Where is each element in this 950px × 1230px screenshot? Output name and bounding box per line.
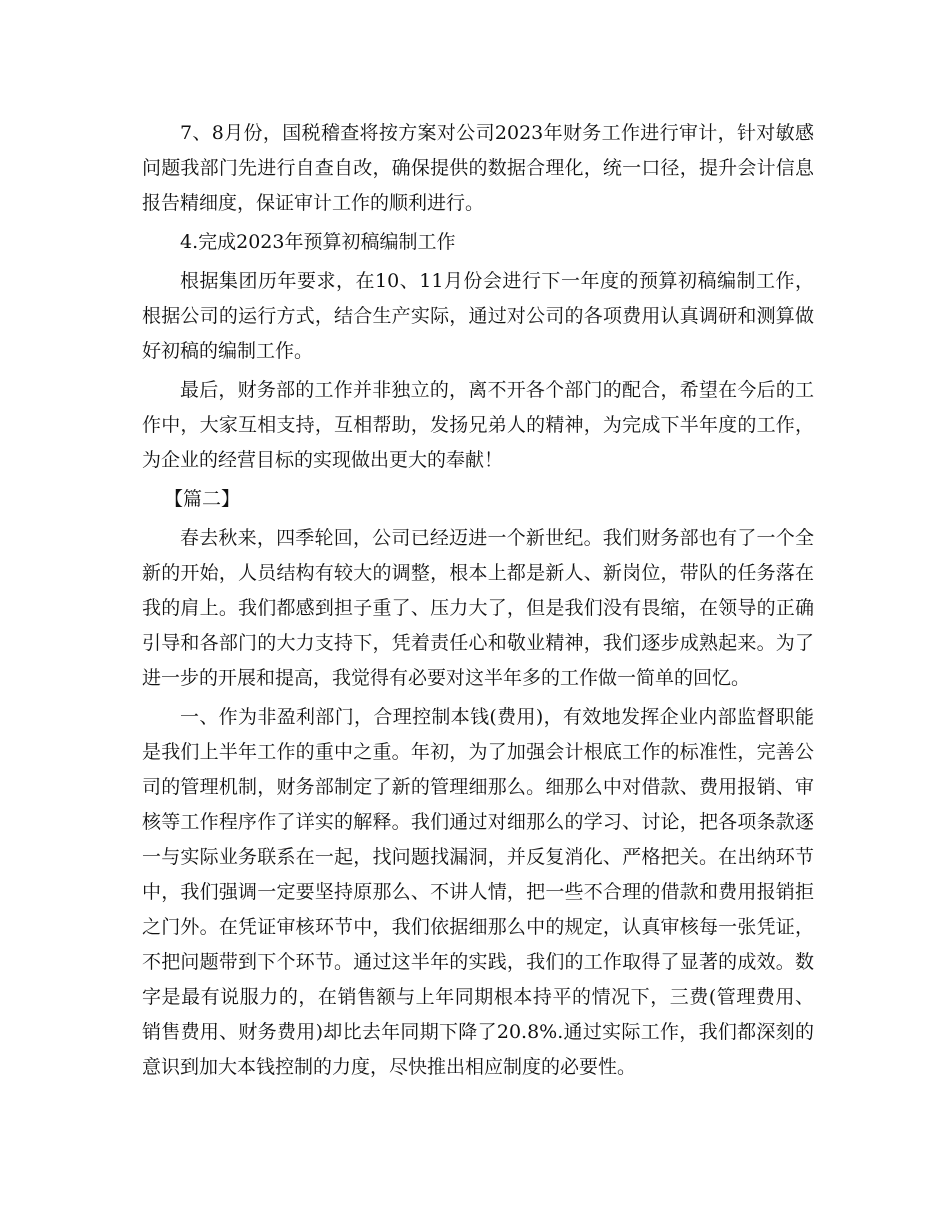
section-marker-part-two: 【篇二】 — [164, 488, 241, 510]
paragraph-conclusion: 最后，财务部的工作并非独立的，离不开各个部门的配合，希望在今后的工作中，大家互相支持，互相帮助，发扬兄弟人的精神，为完成下半年度的工作，为企业的经营目标的实现做出更大的奉献！ — [142, 379, 814, 471]
paragraph-audit: 7、8月份，国税稽查将按方案对公司2023年财务工作进行审计，针对敏感问题我部门先进行自查自改，确保提供的数据合理化，统一口径，提升会计信息报告精细度，保证审计工作的顺利进行。 — [142, 122, 814, 214]
section-heading-budget: 4.完成2023年预算初稿编制工作 — [180, 231, 456, 253]
paragraph-intro-part-two: 春去秋来，四季轮回，公司已经迈进一个新世纪。我们财务部也有了一个全新的开始，人员结构有较大的调整，根本上都是新人、新岗位，带队的任务落在我的肩上。我们都感到担子重了、压力大了，但是我们没有畏缩，在领导的正确引导和各部门的大力支持下，凭着责任心和敬业精神，我们逐步成熟起来。为了进一步的开展和提高，我觉得有必要对这半年多的工作做一简单的回忆。 — [142, 527, 814, 689]
paragraph-budget: 根据集团历年要求，在10、11月份会进行下一年度的预算初稿编制工作，根据公司的运行方式，结合生产实际，通过对公司的各项费用认真调研和测算做好初稿的编制工作。 — [142, 270, 814, 362]
paragraph-cost-control: 一、作为非盈利部门，合理控制本钱(费用)，有效地发挥企业内部监督职能是我们上半年工作的重中之重。年初，为了加强会计根底工作的标准性，完善公司的管理机制，财务部制定了新的管理细那么。细那么中对借款、费用报销、审核等工作程序作了详实的解释。我们通过对细那么的学习、讨论，把各项条款逐一与实际业务联系在一起，找问题找漏洞，并反复消化、严格把关。在出纳环节中，我们强调一定要坚持原那么、不讲人情，把一些不合理的借款和费用报销拒之门外。在凭证审核环节中，我们依据细那么中的规定，认真审核每一张凭证，不把问题带到下个环节。通过这半年的实践，我们的工作取得了显著的成效。数字是最有说服力的，在销售额与上年同期根本持平的情况下，三费(管理费用、销售费用、财务费用)却比去年同期下降了20.8%.通过实际工作，我们都深刻的意识到加大本钱控制的力度，尽快推出相应制度的必要性。 — [142, 706, 814, 1078]
document-body — [142, 116, 814, 1089]
